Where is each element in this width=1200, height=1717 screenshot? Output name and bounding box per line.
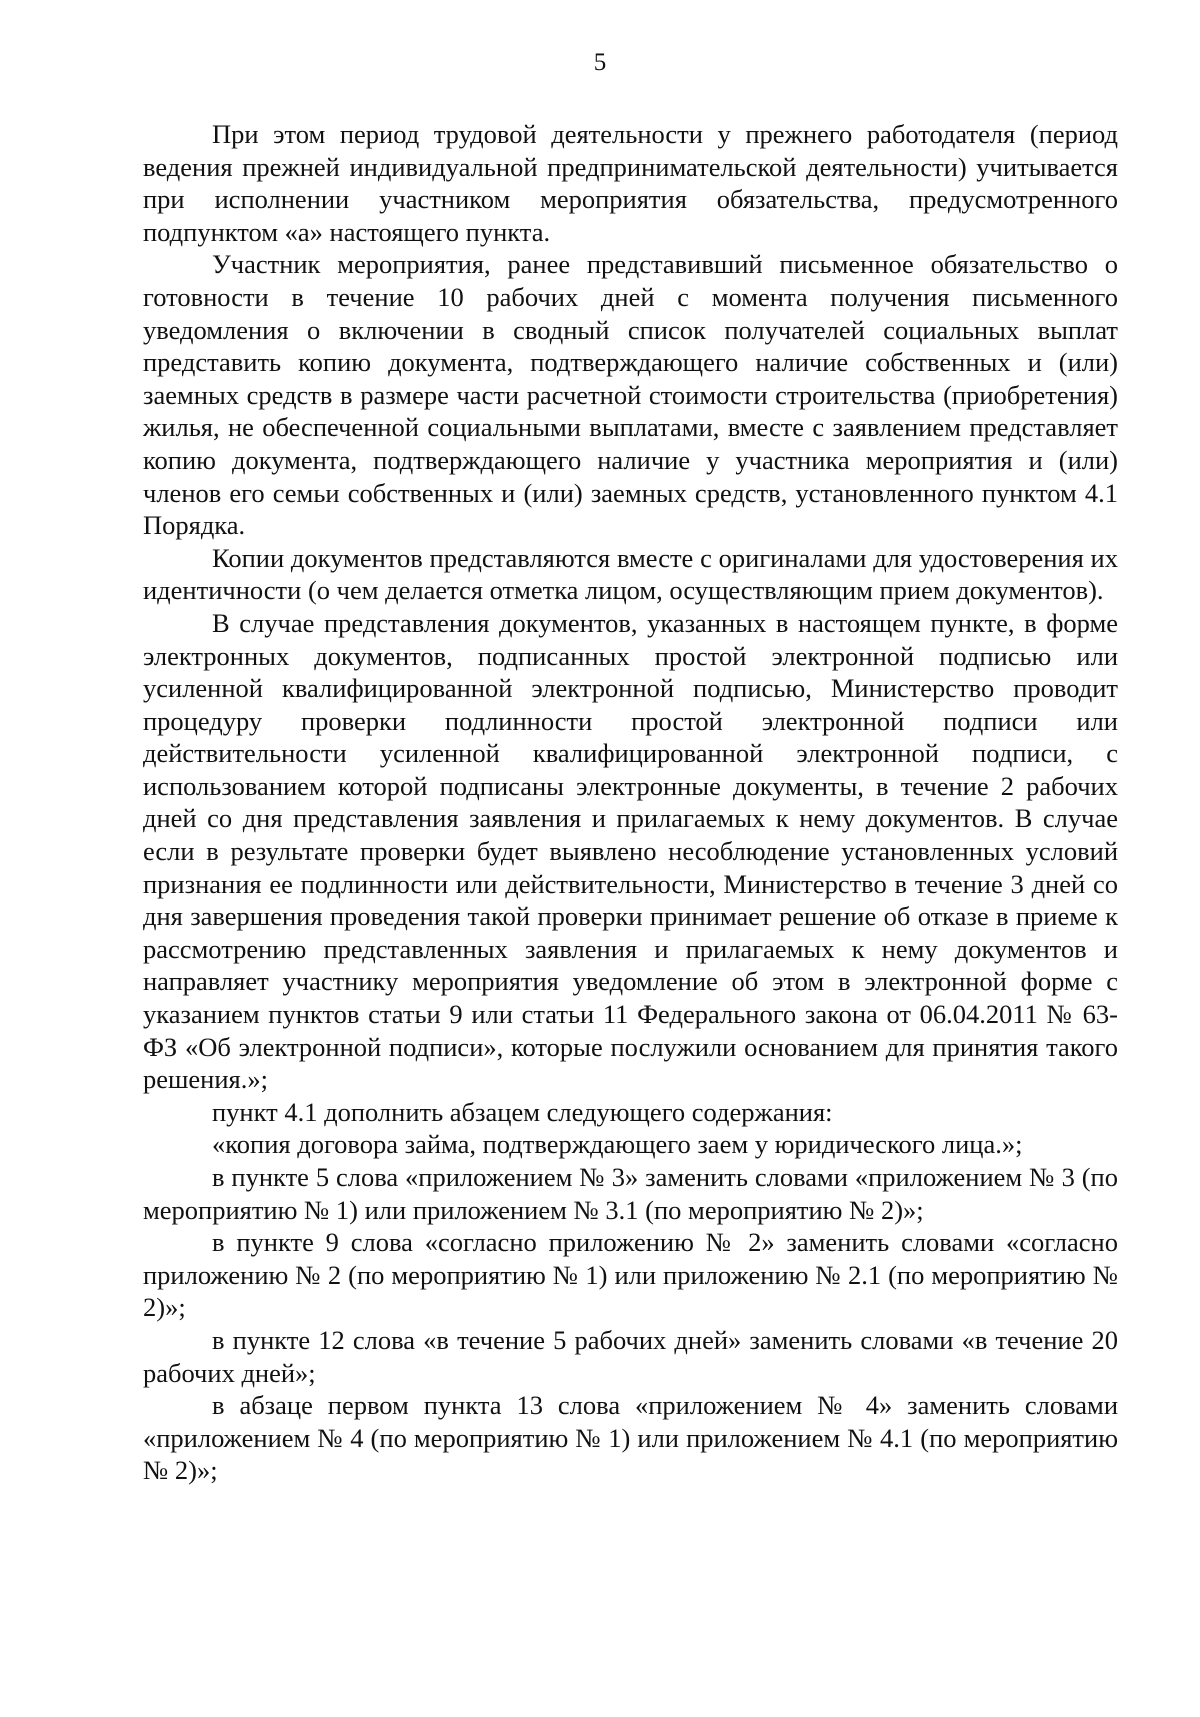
paragraph-participant-obligation: Участник мероприятия, ранее представивший письменное обязательство о готовности в течение 10 рабочих дней с момента получения письменного уведомления о включении в сводный список получателей социальных выплат представить копию документа, подтверждающего наличие собственных и (или) заемных средств в размере части расчетной стоимости строительства (приобретения) жилья, не обеспеченной социальными выплатами, вместе с заявлением представляет копию документа, подтверждающего наличие у участника мероприятия и (или) членов его семьи собственных и (или) заемных средств, установленного пунктом 4.1 Порядка. <box>143 249 1118 541</box>
paragraph-loan-agreement: «копия договора займа, подтверждающего заем у юридического лица.»; <box>212 1129 1023 1160</box>
paragraph-previous-employer-period: При этом период трудовой деятельности у прежнего работодателя (период ведения прежней индивидуальной предпринимательской деятельности) учитывается при исполнении участником мероприятия обязательства, предусмотренного подпунктом «а» настоящего пункта. <box>143 119 1118 247</box>
paragraph-amend-point-5: в пункте 5 слова «приложением № 3» заменить словами «приложением № 3 (по мероприятию № 1) или приложением № 3.1 (по мероприятию № 2)»; <box>143 1162 1118 1225</box>
paragraph-amend-point-9: в пункте 9 слова «согласно приложению № 2» заменить словами «согласно приложению № 2 (по мероприятию № 1) или приложению № 2.1 (по мероприятию № 2)»; <box>143 1227 1118 1323</box>
paragraph-electronic-documents: В случае представления документов, указанных в настоящем пункте, в форме электронных документов, подписанных простой электронной подписью или усиленной квалифицированной электронной подписью, Министерство проводит процедуру проверки подлинности простой электронной подписи или действительности усиленной квалифицированной электронной подписи, с использованием которой подписаны электронные документы, в течение 2 рабочих дней со дня представления заявления и прилагаемых к нему документов. В случае если в результате проверки будет выявлено несоблюдение установленных условий признания ее подлинности или действительности, Министерство в течение 3 дней со дня завершения проведения такой проверки принимает решение об отказе в приеме к рассмотрению представленных заявления и прилагаемых к нему документов и направляет участнику мероприятия уведомление об этом в электронной форме с указанием пунктов статьи 9 или статьи 11 Федерального закона от 06.04.2011 № 63-ФЗ «Об электронной подписи», которые послужили основанием для принятия такого решения.»; <box>143 607 1118 1095</box>
document-body <box>143 118 1118 1487</box>
paragraph-amend-point-12: в пункте 12 слова «в течение 5 рабочих дней» заменить словами «в течение 20 рабочих дней»; <box>143 1324 1118 1388</box>
paragraph-amend-point-13: в абзаце первом пункта 13 слова «приложением № 4» заменить словами «приложением № 4 (по мероприятию № 1) или приложением № 4.1 (по мероприятию № 2)»; <box>143 1390 1118 1486</box>
paragraph-amend-point-4-1: пункт 4.1 дополнить абзацем следующего содержания: <box>212 1096 833 1127</box>
paragraph-document-copies: Копии документов представляются вместе с оригиналами для удостоверения их идентичности (о чем делается отметка лицом, осуществляющим прием документов). <box>143 542 1118 606</box>
page-number: 5 <box>593 49 607 76</box>
